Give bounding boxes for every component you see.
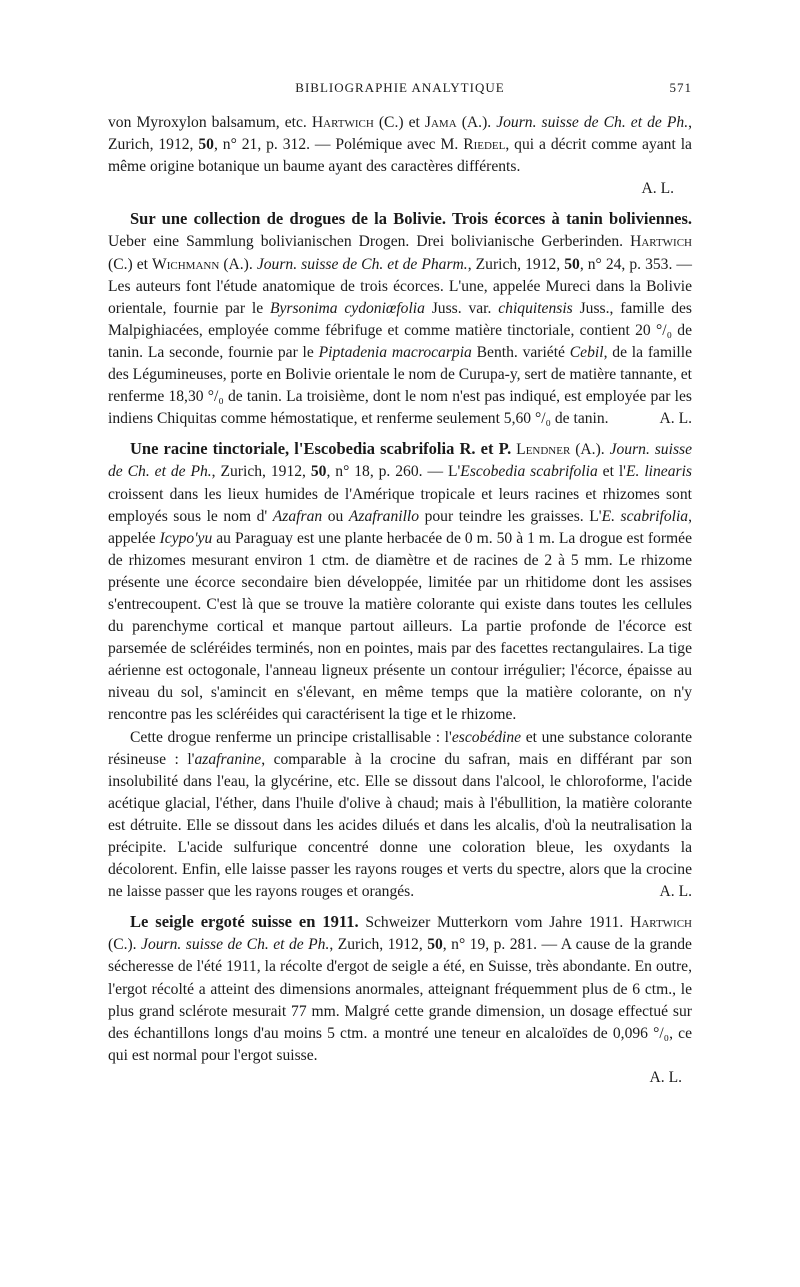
paragraph: [108, 438, 692, 726]
journal-title: Journ. suisse de Ch. et de Ph.: [141, 936, 330, 954]
text: au Paraguay est une plante herbacée de 0 m. 50 à 1 m. La drogue est formée de rhizomes mesurant environ 1 ctm. de diamètre et de racines de 2 à 5 mm. Le rhizome présente une écorce secondaire bien développée, limitée par un rhitidome dont les assises s'entrecoupent. C'est là que se trouve la matière colorante qui existe dans toutes les cellules du parenchyme cortical et manque partout ailleurs. La partie profonde de l'écorce est parsemée de scléréides terminés, non en pointes, mais par des facettes rectangulaires. La tige aérienne est octogonale, l'anneau ligneux présente un contour irrégulier; l'écorce, épaisse au niveau du sol, s'amincit en s'élevant, en même temps que la matière colorante, on n'y rencontre pas les scléréides qui caractérisent la tige et le rhizome.: [108, 529, 692, 724]
species-name: chiquitensis: [498, 299, 573, 317]
author-name: Jama: [424, 114, 457, 131]
author-name: Riedel: [463, 136, 506, 154]
entry-seigle: [108, 911, 692, 1089]
entry-escobedia: [108, 438, 692, 903]
journal-title: Journ. suisse de Ch. et de Ph.: [496, 114, 689, 131]
text: (A.).: [456, 114, 497, 131]
text: , Zurich, 1912,: [329, 936, 428, 954]
text: (C.) et: [373, 114, 425, 131]
text: , appelée: [108, 507, 693, 547]
compound-name: escobédine: [451, 728, 522, 746]
signature: A. L.: [659, 883, 692, 901]
species-name: Cebil: [569, 343, 604, 361]
text: et une substance colorante résineuse : l': [108, 728, 693, 768]
text: (C.) et: [108, 255, 153, 273]
volume-number: 50: [564, 255, 580, 273]
species-name: Piptadenia macrocarpia: [318, 343, 472, 361]
paragraph: [108, 112, 692, 178]
author-name: Hartwich: [630, 233, 692, 251]
compound-name: azafranine: [194, 750, 262, 768]
text: Cette drogue renferme un principe cristallisable : l': [130, 728, 452, 746]
page-body: [108, 112, 692, 1097]
page-header: [108, 80, 692, 96]
journal-title: Journ. suisse de Ch. et de Pharm.: [256, 255, 468, 273]
page-number: 571: [669, 80, 692, 95]
entry-bolivia: [108, 208, 692, 430]
text: et l': [597, 463, 626, 481]
author-name: Lendner: [516, 441, 571, 459]
text: (C.).: [108, 936, 142, 954]
text: , Zurich, 1912,: [108, 114, 692, 154]
running-head: BIBLIOGRAPHIE ANALYTIQUE: [295, 80, 505, 95]
text: , Zurich, 1912,: [467, 255, 565, 273]
text: Ueber eine Sammlung bolivianischen Drogen. Drei bolivianische Gerberinden.: [108, 233, 631, 251]
text: pour teindre les graisses. L': [419, 507, 602, 525]
text: , n° 24, p. 353. — Les auteurs font l'étude anatomique de trois écorces. L'une, appelée Mureci dans la Bolivie orientale, fournie par le: [108, 255, 692, 317]
text: Schweizer Mutterkorn vom Jahre 1911.: [358, 914, 631, 932]
journal-title: Journ. suisse de Ch. et de Ph.: [108, 441, 692, 481]
volume-number: 50: [198, 136, 214, 154]
signature: A. L.: [649, 1068, 682, 1086]
author-name: Hartwich: [630, 914, 692, 932]
text: von Myroxylon balsamum, etc.: [108, 114, 312, 131]
author-name: Wichmann: [152, 255, 220, 273]
text: , qui a décrit comme ayant la même origine botanique un baume ayant des caractères différents.: [108, 136, 692, 176]
paragraph: [108, 911, 692, 1067]
text: Juss. var.: [424, 299, 499, 317]
signature: A. L.: [641, 180, 674, 198]
text: , comparable à la crocine du safran, mais en différant par son insolubilité dans l'eau, la glycérine, etc. Elle se dissout dans l'alcool, le chloroforme, l'acide acétique glacial, l'éther, dans l'huile d'olive à chaud; mais à l'ébullition, la matière colorante est détruite. Elle se dissout dans les acides dilués et dans les alcalis, d'où la neutralisation la précipite. L'acide sulfurique concentré donne une coloration bleue, les oxydants la décolorent. Enfin, elle laisse passer les rayons rouges et verts du spectre, alors que la crocine ne laisse passer que les rayons rouges et orangés.: [108, 750, 693, 901]
local-name: Azafranillo: [348, 507, 420, 525]
article-title: Sur une collection de drogues de la Bolivie. Trois écorces à tanin boliviennes.: [130, 209, 692, 229]
text: (A.).: [219, 255, 257, 273]
volume-number: 50: [310, 463, 327, 481]
text: , n° 21, p. 312. — Polémique avec M.: [213, 136, 464, 154]
text: , n° 19, p. 281. — A cause de la grande sécheresse de l'été 1911, la récolte d'ergot de seigle a été, en Suisse, très abondante. En outre, l'ergot récolté a atteint des dimensions anormales, atteignant fréquemment plus de 6 ctm., le plus grand sclérote mesurait 77 mm. Malgré cette grande dimension, un dosage effectué sur des échantillons longs d'au moins 5 ctm. a montré une teneur en alcaloïdes de 0,096 °/₀, ce qui est normal pour l'ergot suisse.: [108, 936, 692, 1064]
species-name: Escobedia scabrifolia: [460, 463, 598, 481]
article-title: Une racine tinctoriale, l'Escobedia scabrifolia R. et P.: [130, 439, 512, 459]
article-title: Le seigle ergoté suisse en 1911.: [130, 912, 359, 932]
local-name: Azafran: [272, 507, 323, 525]
volume-number: 50: [427, 936, 443, 954]
text: , de la famille des Légumineuses, porte en Bolivie orientale le nom de Curupa-y, sert de matière tannante, et renferme 18,30 °/₀ de tanin. La troisième, dont le nom n'est pas indiqué, est employée par les indiens Chiquitas comme hémostatique, et renferme seulement 5,60 °/₀ de tanin.: [108, 343, 692, 428]
species-name: E. scabrifolia: [601, 507, 689, 525]
text: croissent dans les lieux humides de l'Amérique tropicale et leurs racines et rhizomes sont employés sous le nom d': [108, 485, 692, 525]
author-name: Hartwich: [311, 114, 374, 131]
text: (A.).: [570, 441, 610, 459]
text: , n° 18, p. 260. — L': [326, 463, 461, 481]
paragraph: [108, 727, 692, 904]
text: Benth. variété: [471, 343, 570, 361]
species-name: E. linearis: [625, 463, 692, 481]
paragraph: [108, 208, 692, 430]
text: ou: [322, 507, 349, 525]
species-name: Byrsonima cydoniœfolia: [269, 299, 425, 317]
signature: A. L.: [659, 410, 692, 428]
text: Juss., famille des Malpighiacées, employée comme fébrifuge et comme matière tinctoriale, contient 20 °/₀ de tanin. La seconde, fournie par le: [108, 299, 692, 361]
entry-myroxylon: [108, 112, 692, 200]
text: , Zurich, 1912,: [211, 463, 311, 481]
local-name: Icypo'yu: [159, 529, 213, 547]
